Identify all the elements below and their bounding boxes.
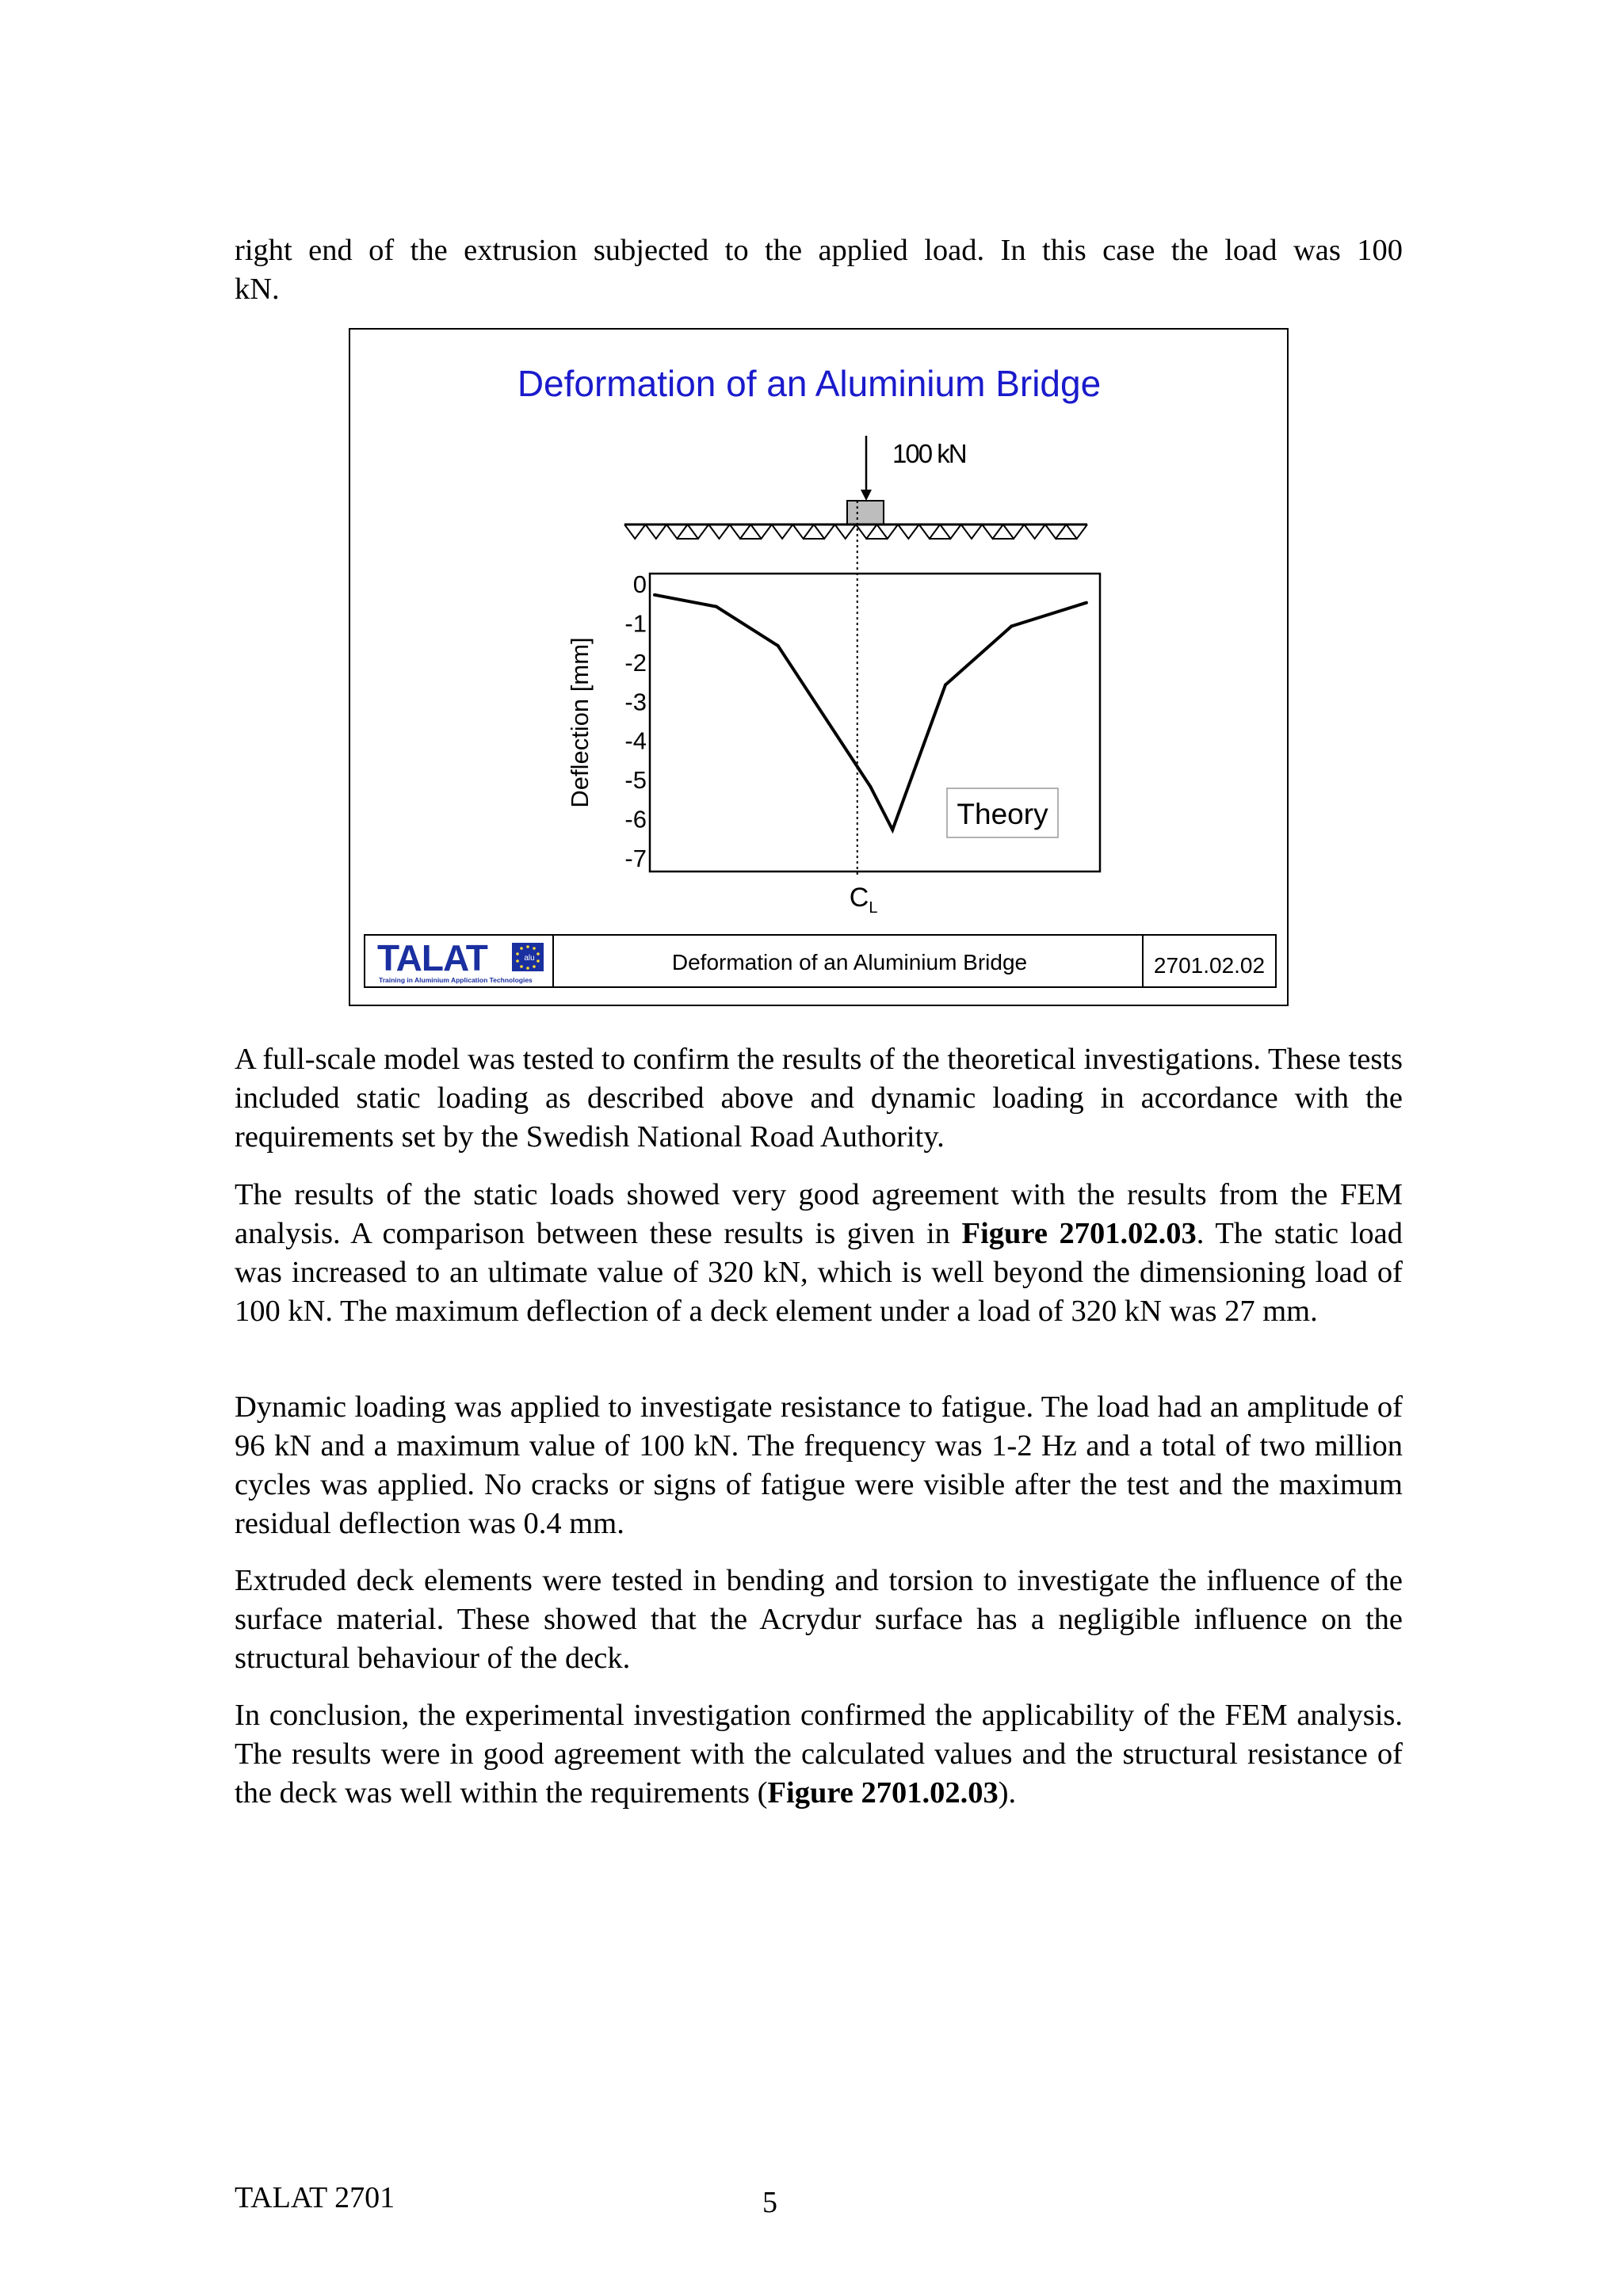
theory-point [1085,601,1088,605]
figure-frame [349,328,1289,1006]
y-tick-label: 0 [632,570,647,598]
y-tick-label: -4 [624,727,647,755]
paragraph-continuation-line1: right end of the extrusion subjected to the applied load. In this case the load was 100 [235,234,1403,267]
y-tick-label: -7 [624,845,647,872]
talat-logo-text: TALAT [377,937,487,978]
theory-point [653,593,656,597]
bridge-deck-truss [624,524,1087,539]
legend-label: Theory [957,798,1048,830]
figure-reference: Figure 2701.02.03 [961,1217,1197,1250]
centerline-label-main: C [849,883,869,913]
load-pad [847,501,884,524]
paragraph-static-loads-text-a: The results of the static loads showed very good agreement with the results from the FEM analysis. A comparison between these results is given in [235,1178,1403,1250]
paragraph-continuation-end [235,270,1403,309]
footer-page-number: 5 [762,2186,777,2219]
paragraph-conclusion-text-a: In conclusion, the experimental investigation confirmed the applicability of the FEM analysis. The results were in good agreement with the calculated values and the structural resistance of the deck was well within the requirements ( [235,1699,1403,1810]
y-tick-label: -5 [624,766,647,795]
caption-text: Deformation of an Aluminium Bridge [671,950,1028,974]
talat-logo-subtitle: Training in Aluminium Application Technologies [379,976,533,984]
figure-svg [350,330,1287,1005]
paragraph-static-loads-text-b: . The static load was increased to an ultimate value of 320 kN, which is well beyond the dimensioning load of 100 kN. The maximum deflection of a deck element under a load of 320 kN was 27 mm. [235,1217,1403,1328]
deflection-plot [566,501,1100,917]
paragraph-extruded-deck-text: Extruded deck elements were tested in bending and torsion to investigate the influence of the surface material. These showed that the Acrydur surface has a negligible influence on the structural behaviour of the deck. [235,1564,1403,1675]
figure-reference-conclusion: Figure 2701.02.03 [767,1776,999,1810]
centerline-label-subscript: L [869,899,878,917]
paragraph-full-scale-model-text: A full-scale model was tested to confirm the results of the theoretical investigations. These tests included static loading as described above and dynamic loading in accordance with the requirements set by the Swedish National Road Authority. [235,1043,1403,1154]
load-arrow-icon [861,436,872,501]
theory-point [715,605,718,608]
y-tick-label: -1 [624,609,647,638]
talat-logo [377,937,544,984]
paragraph-continuation [235,231,1403,270]
y-tick-label: -3 [624,688,647,716]
theory-point [944,684,947,687]
paragraph-extruded-deck [235,1562,1403,1678]
theory-point [1010,624,1013,627]
y-tick-label: -2 [624,648,647,677]
caption-bar [365,935,1276,987]
paragraph-conclusion-text-b: ). [998,1776,1017,1810]
paragraph-conclusion [235,1696,1403,1813]
centerline-label [850,883,878,917]
paragraph-dynamic-loading-text: Dynamic loading was applied to investigate resistance to fatigue. The load had an amplitude of 96 kN and a maximum value of 100 kN. The frequency was 1-2 Hz and a total of two million cycles was applied. No cracks or signs of fatigue were visible after the test and the maximum residual deflection was 0.4 mm. [235,1390,1403,1540]
eu-flag-badge-text: alu [524,954,535,963]
paragraph-dynamic-loading [235,1388,1403,1543]
truss-web [624,524,1087,539]
paragraph-continuation-line2: kN. [235,273,280,306]
footer-doc-id: TALAT 2701 [235,2181,395,2214]
theory-point [777,644,780,647]
y-axis-label: Deflection [mm] [566,637,594,808]
paragraph-full-scale-model [235,1040,1403,1157]
paragraph-static-loads [235,1176,1403,1331]
y-tick-label: -6 [624,805,647,833]
figure-number: 2701.02.02 [1153,953,1266,978]
theory-point [891,828,894,831]
load-label: 100 kN [892,439,966,468]
figure-title: Deformation of an Aluminium Bridge [517,363,1102,404]
theory-point [869,785,872,788]
y-tick-labels [624,570,647,872]
